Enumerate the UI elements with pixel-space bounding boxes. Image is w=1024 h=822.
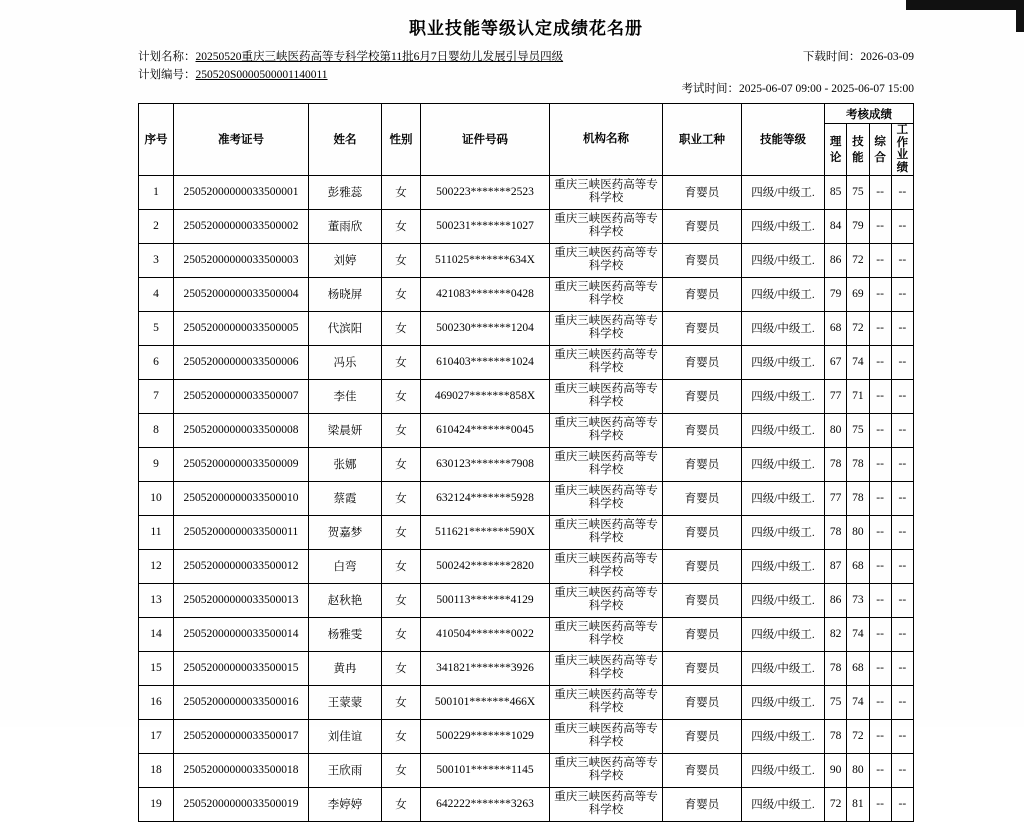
cell-ticket: 25052000000033500019: [174, 787, 309, 821]
cell-seq: 12: [139, 549, 174, 583]
table-row: [139, 753, 914, 787]
cell-name: 李婷婷: [309, 787, 382, 821]
cell-job: 育婴员: [663, 549, 742, 583]
cell-id: 500113*******4129: [421, 583, 550, 617]
cell-comprehensive: --: [869, 447, 891, 481]
cell-comprehensive: --: [869, 311, 891, 345]
cell-performance: --: [891, 787, 913, 821]
table-row: [139, 413, 914, 447]
cell-seq: 19: [139, 787, 174, 821]
cell-level: 四级/中级工.: [742, 787, 825, 821]
cell-comprehensive: --: [869, 209, 891, 243]
col-header-job: 职业工种: [663, 104, 742, 176]
cell-theory: 85: [825, 175, 847, 209]
cell-id: 410504*******0022: [421, 617, 550, 651]
cell-id: 630123*******7908: [421, 447, 550, 481]
cell-seq: 15: [139, 651, 174, 685]
cell-level: 四级/中级工.: [742, 345, 825, 379]
cell-skill: 80: [847, 515, 869, 549]
col-header-gender: 性别: [382, 104, 421, 176]
table-row: [139, 175, 914, 209]
cell-gender: 女: [382, 753, 421, 787]
cell-id: 500101*******466X: [421, 685, 550, 719]
cell-job: 育婴员: [663, 277, 742, 311]
cell-gender: 女: [382, 209, 421, 243]
cell-comprehensive: --: [869, 379, 891, 413]
cell-level: 四级/中级工.: [742, 549, 825, 583]
cell-comprehensive: --: [869, 583, 891, 617]
cell-level: 四级/中级工.: [742, 379, 825, 413]
cell-org: 重庆三峡医药高等专 科学校: [550, 481, 663, 515]
cell-seq: 11: [139, 515, 174, 549]
cell-ticket: 25052000000033500008: [174, 413, 309, 447]
cell-seq: 10: [139, 481, 174, 515]
cell-org: 重庆三峡医药高等专 科学校: [550, 515, 663, 549]
table-row: [139, 481, 914, 515]
cell-performance: --: [891, 209, 913, 243]
table-row: [139, 515, 914, 549]
cell-theory: 72: [825, 787, 847, 821]
cell-theory: 78: [825, 719, 847, 753]
cell-level: 四级/中级工.: [742, 277, 825, 311]
cell-level: 四级/中级工.: [742, 175, 825, 209]
cell-theory: 68: [825, 311, 847, 345]
cell-id: 500229*******1029: [421, 719, 550, 753]
table-row: [139, 549, 914, 583]
cell-seq: 2: [139, 209, 174, 243]
table-row: [139, 583, 914, 617]
cell-gender: 女: [382, 345, 421, 379]
cell-name: 冯乐: [309, 345, 382, 379]
cell-ticket: 25052000000033500003: [174, 243, 309, 277]
cell-ticket: 25052000000033500009: [174, 447, 309, 481]
cell-seq: 4: [139, 277, 174, 311]
page-title: 职业技能等级认定成绩花名册: [409, 19, 643, 38]
cell-job: 育婴员: [663, 379, 742, 413]
cell-skill: 81: [847, 787, 869, 821]
exam-time-line: [584, 81, 914, 99]
cell-ticket: 25052000000033500005: [174, 311, 309, 345]
cell-name: 赵秋艳: [309, 583, 382, 617]
cell-comprehensive: --: [869, 549, 891, 583]
cell-job: 育婴员: [663, 515, 742, 549]
cell-job: 育婴员: [663, 481, 742, 515]
cell-name: 张娜: [309, 447, 382, 481]
plan-name-label: 计划名称：: [138, 51, 196, 63]
plan-name-value: 20250520重庆三峡医药高等专科学校第11批6月7日婴幼儿发展引导员四级: [195, 51, 564, 63]
cell-theory: 77: [825, 379, 847, 413]
col-header-performance: 工作业绩: [891, 124, 913, 176]
cell-seq: 17: [139, 719, 174, 753]
cell-level: 四级/中级工.: [742, 651, 825, 685]
cell-level: 四级/中级工.: [742, 719, 825, 753]
cell-skill: 69: [847, 277, 869, 311]
cell-performance: --: [891, 481, 913, 515]
cell-gender: 女: [382, 481, 421, 515]
cell-job: 育婴员: [663, 311, 742, 345]
exam-time-label: 考试时间：: [681, 82, 739, 95]
cell-comprehensive: --: [869, 617, 891, 651]
table-row: [139, 243, 914, 277]
col-header-theory: 理论: [825, 124, 847, 176]
cell-comprehensive: --: [869, 175, 891, 209]
cell-performance: --: [891, 413, 913, 447]
cell-theory: 90: [825, 753, 847, 787]
cell-theory: 67: [825, 345, 847, 379]
cell-job: 育婴员: [663, 719, 742, 753]
cell-org: 重庆三峡医药高等专 科学校: [550, 243, 663, 277]
cell-name: 李佳: [309, 379, 382, 413]
cell-id: 421083*******0428: [421, 277, 550, 311]
cell-job: 育婴员: [663, 583, 742, 617]
cell-job: 育婴员: [663, 685, 742, 719]
col-header-score-group: 考核成绩: [825, 104, 914, 124]
cell-org: 重庆三峡医药高等专 科学校: [550, 651, 663, 685]
cell-performance: --: [891, 549, 913, 583]
table-row: [139, 277, 914, 311]
cell-skill: 72: [847, 243, 869, 277]
cell-level: 四级/中级工.: [742, 481, 825, 515]
cell-org: 重庆三峡医药高等专 科学校: [550, 753, 663, 787]
cell-skill: 75: [847, 413, 869, 447]
cell-performance: --: [891, 175, 913, 209]
cell-performance: --: [891, 719, 913, 753]
roster-table-head: [139, 104, 914, 176]
cell-performance: --: [891, 685, 913, 719]
cell-skill: 78: [847, 481, 869, 515]
cell-performance: --: [891, 277, 913, 311]
cell-performance: --: [891, 311, 913, 345]
cell-theory: 84: [825, 209, 847, 243]
cell-job: 育婴员: [663, 787, 742, 821]
cell-gender: 女: [382, 685, 421, 719]
roster-table: [138, 103, 914, 822]
cell-org: 重庆三峡医药高等专 科学校: [550, 345, 663, 379]
cell-id: 500101*******1145: [421, 753, 550, 787]
cell-org: 重庆三峡医药高等专 科学校: [550, 719, 663, 753]
col-header-id: 证件号码: [421, 104, 550, 176]
cell-skill: 68: [847, 651, 869, 685]
cell-gender: 女: [382, 549, 421, 583]
cell-name: 杨雅雯: [309, 617, 382, 651]
col-header-name: 姓名: [309, 104, 382, 176]
cell-gender: 女: [382, 651, 421, 685]
cell-ticket: 25052000000033500012: [174, 549, 309, 583]
plan-name-line: [138, 49, 608, 67]
cell-ticket: 25052000000033500018: [174, 753, 309, 787]
cell-name: 刘佳谊: [309, 719, 382, 753]
table-row: [139, 685, 914, 719]
table-row: [139, 447, 914, 481]
cell-gender: 女: [382, 617, 421, 651]
cell-gender: 女: [382, 311, 421, 345]
cell-gender: 女: [382, 243, 421, 277]
cell-theory: 78: [825, 515, 847, 549]
cell-ticket: 25052000000033500007: [174, 379, 309, 413]
cell-name: 董雨欣: [309, 209, 382, 243]
cell-job: 育婴员: [663, 753, 742, 787]
cell-name: 王蒙蒙: [309, 685, 382, 719]
cell-name: 杨晓屏: [309, 277, 382, 311]
cell-theory: 82: [825, 617, 847, 651]
cell-seq: 7: [139, 379, 174, 413]
cell-job: 育婴员: [663, 345, 742, 379]
cell-comprehensive: --: [869, 753, 891, 787]
cell-comprehensive: --: [869, 345, 891, 379]
cell-comprehensive: --: [869, 243, 891, 277]
cell-org: 重庆三峡医药高等专 科学校: [550, 379, 663, 413]
scan-edge-artifact: [906, 0, 1024, 10]
cell-skill: 73: [847, 583, 869, 617]
table-row: [139, 787, 914, 821]
cell-theory: 77: [825, 481, 847, 515]
cell-theory: 86: [825, 583, 847, 617]
cell-skill: 74: [847, 617, 869, 651]
cell-name: 贺嘉梦: [309, 515, 382, 549]
cell-level: 四级/中级工.: [742, 209, 825, 243]
cell-seq: 1: [139, 175, 174, 209]
cell-ticket: 25052000000033500006: [174, 345, 309, 379]
table-row: [139, 651, 914, 685]
cell-org: 重庆三峡医药高等专 科学校: [550, 685, 663, 719]
table-row: [139, 617, 914, 651]
cell-ticket: 25052000000033500014: [174, 617, 309, 651]
cell-gender: 女: [382, 175, 421, 209]
meta-right: [584, 49, 914, 99]
cell-comprehensive: --: [869, 651, 891, 685]
cell-theory: 78: [825, 651, 847, 685]
cell-comprehensive: --: [869, 515, 891, 549]
table-row: [139, 209, 914, 243]
cell-performance: --: [891, 243, 913, 277]
cell-seq: 5: [139, 311, 174, 345]
cell-id: 610403*******1024: [421, 345, 550, 379]
cell-performance: --: [891, 447, 913, 481]
cell-gender: 女: [382, 787, 421, 821]
download-time-label: 下载时间：: [802, 51, 861, 63]
cell-performance: --: [891, 651, 913, 685]
meta-block: [138, 49, 914, 101]
table-row: [139, 379, 914, 413]
cell-theory: 86: [825, 243, 847, 277]
table-row: [139, 345, 914, 379]
cell-org: 重庆三峡医药高等专 科学校: [550, 583, 663, 617]
cell-id: 511025*******634X: [421, 243, 550, 277]
cell-name: 蔡霞: [309, 481, 382, 515]
cell-theory: 78: [825, 447, 847, 481]
scan-edge-artifact-side: [1016, 10, 1024, 32]
cell-gender: 女: [382, 719, 421, 753]
cell-seq: 8: [139, 413, 174, 447]
cell-level: 四级/中级工.: [742, 311, 825, 345]
plan-code-value: 250520S0000500001140011: [195, 68, 328, 81]
cell-name: 王欣雨: [309, 753, 382, 787]
cell-seq: 3: [139, 243, 174, 277]
cell-performance: --: [891, 379, 913, 413]
cell-gender: 女: [382, 515, 421, 549]
cell-ticket: 25052000000033500013: [174, 583, 309, 617]
cell-name: 白弯: [309, 549, 382, 583]
cell-id: 500230*******1204: [421, 311, 550, 345]
cell-gender: 女: [382, 447, 421, 481]
cell-job: 育婴员: [663, 175, 742, 209]
cell-theory: 80: [825, 413, 847, 447]
cell-comprehensive: --: [869, 719, 891, 753]
cell-gender: 女: [382, 413, 421, 447]
cell-job: 育婴员: [663, 243, 742, 277]
cell-id: 341821*******3926: [421, 651, 550, 685]
cell-name: 黄冉: [309, 651, 382, 685]
cell-name: 梁晨妍: [309, 413, 382, 447]
cell-level: 四级/中级工.: [742, 515, 825, 549]
header-row-top: [139, 104, 914, 124]
cell-ticket: 25052000000033500001: [174, 175, 309, 209]
cell-job: 育婴员: [663, 617, 742, 651]
cell-org: 重庆三峡医药高等专 科学校: [550, 549, 663, 583]
cell-level: 四级/中级工.: [742, 753, 825, 787]
cell-id: 511621*******590X: [421, 515, 550, 549]
cell-ticket: 25052000000033500002: [174, 209, 309, 243]
cell-skill: 79: [847, 209, 869, 243]
cell-id: 500223*******2523: [421, 175, 550, 209]
cell-skill: 72: [847, 719, 869, 753]
cell-level: 四级/中级工.: [742, 617, 825, 651]
cell-ticket: 25052000000033500010: [174, 481, 309, 515]
cell-org: 重庆三峡医药高等专 科学校: [550, 413, 663, 447]
cell-skill: 68: [847, 549, 869, 583]
cell-skill: 72: [847, 311, 869, 345]
cell-skill: 74: [847, 685, 869, 719]
cell-name: 代滨阳: [309, 311, 382, 345]
col-header-org: 机构名称: [550, 104, 663, 176]
cell-comprehensive: --: [869, 277, 891, 311]
col-header-ticket: 准考证号: [174, 104, 309, 176]
cell-skill: 74: [847, 345, 869, 379]
cell-job: 育婴员: [663, 447, 742, 481]
cell-performance: --: [891, 753, 913, 787]
cell-gender: 女: [382, 379, 421, 413]
cell-id: 500242*******2820: [421, 549, 550, 583]
cell-org: 重庆三峡医药高等专 科学校: [550, 787, 663, 821]
cell-level: 四级/中级工.: [742, 413, 825, 447]
plan-code-label: 计划编号：: [138, 68, 196, 81]
cell-id: 469027*******858X: [421, 379, 550, 413]
cell-org: 重庆三峡医药高等专 科学校: [550, 311, 663, 345]
cell-id: 632124*******5928: [421, 481, 550, 515]
table-row: [139, 311, 914, 345]
download-time-line: [584, 49, 914, 67]
cell-comprehensive: --: [869, 481, 891, 515]
meta-left: [138, 49, 608, 85]
cell-seq: 6: [139, 345, 174, 379]
cell-comprehensive: --: [869, 787, 891, 821]
cell-ticket: 25052000000033500017: [174, 719, 309, 753]
cell-theory: 75: [825, 685, 847, 719]
cell-job: 育婴员: [663, 413, 742, 447]
cell-comprehensive: --: [869, 413, 891, 447]
roster-table-body: [139, 175, 914, 821]
cell-ticket: 25052000000033500016: [174, 685, 309, 719]
cell-ticket: 25052000000033500015: [174, 651, 309, 685]
cell-name: 彭雅蕊: [309, 175, 382, 209]
cell-org: 重庆三峡医药高等专 科学校: [550, 617, 663, 651]
cell-ticket: 25052000000033500011: [174, 515, 309, 549]
cell-ticket: 25052000000033500004: [174, 277, 309, 311]
col-header-seq: 序号: [139, 104, 174, 176]
cell-comprehensive: --: [869, 685, 891, 719]
cell-level: 四级/中级工.: [742, 243, 825, 277]
cell-seq: 14: [139, 617, 174, 651]
cell-job: 育婴员: [663, 651, 742, 685]
cell-performance: --: [891, 583, 913, 617]
cell-theory: 79: [825, 277, 847, 311]
cell-gender: 女: [382, 277, 421, 311]
cell-id: 610424*******0045: [421, 413, 550, 447]
cell-name: 刘婷: [309, 243, 382, 277]
col-header-comprehensive: 综合: [869, 124, 891, 176]
cell-id: 642222*******3263: [421, 787, 550, 821]
cell-id: 500231*******1027: [421, 209, 550, 243]
cell-level: 四级/中级工.: [742, 685, 825, 719]
table-row: [139, 719, 914, 753]
cell-skill: 75: [847, 175, 869, 209]
cell-skill: 78: [847, 447, 869, 481]
cell-job: 育婴员: [663, 209, 742, 243]
cell-org: 重庆三峡医药高等专 科学校: [550, 447, 663, 481]
cell-seq: 16: [139, 685, 174, 719]
cell-seq: 9: [139, 447, 174, 481]
download-time-value: 2026-03-09: [860, 51, 914, 63]
cell-org: 重庆三峡医药高等专 科学校: [550, 209, 663, 243]
cell-org: 重庆三峡医药高等专 科学校: [550, 175, 663, 209]
cell-level: 四级/中级工.: [742, 447, 825, 481]
cell-performance: --: [891, 345, 913, 379]
col-header-skill: 技能: [847, 124, 869, 176]
roster-sheet: [138, 8, 914, 822]
cell-level: 四级/中级工.: [742, 583, 825, 617]
cell-seq: 13: [139, 583, 174, 617]
cell-performance: --: [891, 515, 913, 549]
cell-performance: --: [891, 617, 913, 651]
col-header-level: 技能等级: [742, 104, 825, 176]
exam-time-value: 2025-06-07 09:00 - 2025-06-07 15:00: [738, 82, 914, 95]
cell-skill: 80: [847, 753, 869, 787]
cell-gender: 女: [382, 583, 421, 617]
cell-org: 重庆三峡医药高等专 科学校: [550, 277, 663, 311]
plan-code-line: [138, 67, 608, 85]
cell-seq: 18: [139, 753, 174, 787]
cell-skill: 71: [847, 379, 869, 413]
cell-theory: 87: [825, 549, 847, 583]
